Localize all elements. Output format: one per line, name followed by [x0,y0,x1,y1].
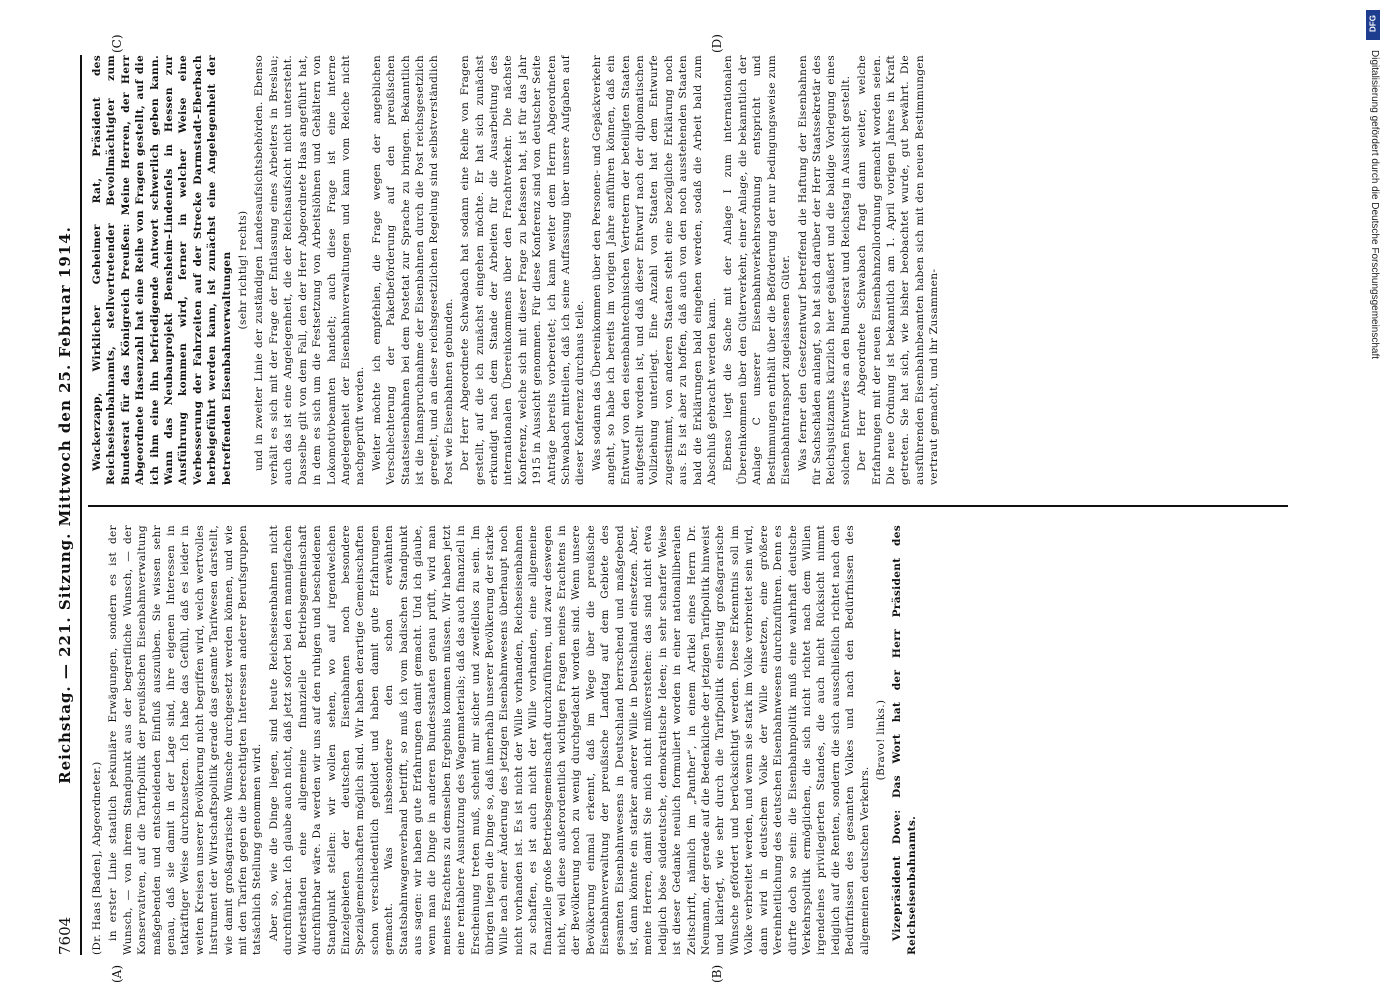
paragraph: Aber so, wie die Dinge liegen, sind heute Reichseisenbahnen nicht durchführbar. Ich glaube auch nicht, daß jetzt sofort bei den mannigfachen Widerständen eine allgemeine finanzielle Betriebsgemeinschaft durchführbar wäre. Da werden wir uns auf den ruhigen und bescheidenen Standpunkt stellen: wir wollen sehen, wo auf irgendwelchen Einzelgebieten der deutschen Eisenbahnen noch besondere Spezialgemeinschaften möglich sind. Wir haben derartige Gemeinschaften schon verschiedentlich gebildet und haben damit gute Erfahrungen gemacht. Was insbesondere den schon erwähnten Staatsbahnwagenverband betrifft, so muß ich vom badischen Standpunkt aus sagen: wir haben gute Erfahrungen damit gemacht. Und ich glaube, wenn man die Dinge in anderen Bundesstaaten genau prüft, wird man meines Erachtens zu demselben Ergebnis kommen müssen. Wir haben jetzt eine rentablere Ausnutzung des Wagenmaterials; daß das auch finanziell in Erscheinung treten muß, scheint mir sicher und zweifellos zu sein. Im übrigen liegen die Dinge so, daß innerhalb unserer Bevölkerung der starke Wille nach einer Änderung des jetzigen Eisenbahnwesens überhaupt noch nicht vorhanden ist. Es ist nicht der Wille vorhanden, Reichseisenbahnen zu schaffen, es ist auch nicht der Wille vorhanden, eine allgemeine finanzielle große Betriebsgemeinschaft durchzuführen, und zwar deswegen nicht, weil diese außerordentlich wichtigen Fragen meines Erachtens in der Bevölkerung noch zu wenig durchgedacht worden sind. Wenn unsere Bevölkerung einmal erkennt, daß im Wege über die preußische Eisenbahnverwaltung der preußische Landtag auf dem Gebiete des gesamten Eisenbahnwesens in Deutschland herrschend und maßgebend ist, dann könnte ein starker anderer Wille in Deutschland einsetzen. Aber, meine Herren, damit Sie mich nicht mißverstehen: das sind nicht etwa lediglich böse süddeutsche, demokratische Ideen; in sehr scharfer Weise ist dieser Gedanke neulich formuliert worden in einer nationalliberalen Zeitschrift, nämlich im „Panther“, in einem Artikel eines Herrn Dr. Neumann, der gerade auf die Bedenkliche der jetzigen Tarifpolitik hinweist und klarlegt, wie sehr durch die Tarifpolitik einseitig großagrarische Wünsche gefördert und berücksichtigt werden. Diese Erkenntnis soll im Volke verbreitet werden, und wenn sie stark im Volke verbreitet sein wird, dann wird in deutschem Volke der Wille einsetzen, eine größere Vereinheitlichung des deutschen Eisenbahnwesens durchzuführen. Denn es dürfte doch so sein: die Eisenbahnpolitik muß eine wahrhaft deutsche Verkehrspolitik ermöglichen, die sich nicht richtet nach dem Willen irgendeines privilegierten Standes, die auch nicht Rücksicht nimmt lediglich auf die Renten, sondern die sich ausschließlich richtet nach den Bedürfnissen des gesamten Volkes und nach den Bedürfnissen des allgemeinen deutschen Verkehrs. [267,525,871,955]
left-column [90,525,1290,955]
margin-marker-c: (C) [110,34,124,53]
right-column [90,55,1290,485]
header-rule [80,55,82,955]
interjection: (Bravo! links.) [874,699,887,781]
rotated-sheet [50,34,1300,983]
page-header [50,55,80,955]
speaker-note: (Dr. Haas [Baden], Abgeordneter.) [91,761,103,955]
paragraph: Was sodann das Übereinkommen über den Personen- und Gepäckverkehr angeht, so habe ich bereits im vorigen Jahre anführen können, daß ein Entwurf von den eisenbahntechnischen Vertretern der beteiligten Staaten aufgestellt worden ist, und daß dieser Entwurf nach der diplomatischen Vollziehung unterliegt. Eine Anzahl von Staaten hat dem Entwurfe zugestimmt, von anderen Staaten steht eine bezügliche Erklärung noch aus. Es ist aber zu hoffen, daß auch von den noch ausstehenden Staaten bald die Erklärungen bald eingehen werden, sodaß die Arbeit bald zum Abschluß gebracht werden kann. [590,55,719,485]
paragraph: Der Herr Abgeordnete Schwabach hat sodann eine Reihe von Fragen gestellt, auf die ich zunächst eingehen möchte. Er hat sich zunächst erkundigt nach dem Stande der Arbeiten für die Ausarbeitung des internationalen Übereinkommens über den Frachtverkehr. Die nächste Konferenz, welche sich mit dieser Frage zu befassen hat, ist für das Jahr 1915 in Aussicht genommen. Für diese Konferenz sind von deutscher Seite Anträge bereits vorbereitet; ich kann weiter dem Herrn Abgeordneten Schwabach mitteilen, daß ich seine Auffassung über unsere Aufgaben auf dieser Konferenz durchaus teile. [459,55,587,485]
paragraph: Weiter möchte ich empfehlen, die Frage wegen der angeblichen Verschlechterung der Paketbeförderung auf den preußischen Staatseisenbahnen bei dem Postetat zur Sprache zu bringen. Bekanntlich ist die Inanspruchnahme der Eisenbahnen durch die Post reichsgesetzlich geregelt, und an diese reichsgesetzlichen Regelung sind selbstverständlich Post wie Eisenbahnen gebunden. [370,55,455,485]
paragraph: in erster Linie staatlich pekuniäre Erwägungen, sondern es ist der Wunsch, — von ihrem Standpunkt aus der begreifliche Wunsch, — der Konservativen, auf die Tarifpolitik der preußischen Eisenbahnverwaltung maßgebenden und entscheidenden Einfluß auszuüben. Sie wissen sehr genau, daß sie damit in der Lage sind, ihre eigenen Interessen in tatkräftiger Weise durchzusetzen. Ich habe das Gefühl, daß es leider in weiten Kreisen unserer Bevölkerung nicht begriffen wird, welch wertvolles Instrument der Wirtschaftspolitik gerade das gesamte Tarifwesen darstellt, wie damit großagrarische Wünsche durchgesetzt werden können, und wie mit den Tarifen gegen die berechtigten Interessen anderer Berufsgruppen tatsächlich Stellung genommen wird. [107,525,264,955]
margin-marker-d: (D) [710,34,724,53]
dfg-stamp [1366,10,1380,990]
paragraph: und in zweiter Linie der zuständigen Landesaufsichtsbehörden. Ebenso verhält es sich mit der Frage der Entlassung eines Arbeiters in Breslau; auch das ist eine Angelegenheit, die der Reichsaufsicht nicht untersteht. Dasselbe gilt von dem Fall, den der Herr Abgeordnete Haas angeführt hat, in dem es sich um die Festsetzung von Arbeitslöhnen und Gehältern von Lokomotivbeamten handelt; auch diese Frage ist eine interne Angelegenheit der Eisenbahnverwaltungen und kann vom Reiche nicht nachgeprüft werden. [253,55,367,485]
page-title: Reichstag. — 221. Sitzung. Mittwoch den 25. Februar 1914. [56,226,74,784]
margin-marker-a: (A) [110,964,124,983]
paragraph: Vizepräsident Dove: Das Wort hat der Herr Präsident des Reichseisenbahnamts. [891,525,918,955]
margin-marker-b: (B) [710,964,724,983]
dfg-logo: DFG [1366,10,1380,40]
page-number: 7604 [56,916,74,955]
paragraph: Was ferner den Gesetzentwurf betreffend die Haftung der Eisenbahnen für Sachschäden anlangt, so hat sich darüber der Herr Staatssekretär des Reichsjustizamts kürzlich hier geäußert und die baldige Vorlegung eines solchen Entwurfes an den Bundesrat und Reichstag in Aussicht gestellt. [796,55,852,485]
interjection: (sehr richtig! rechts) [237,210,250,330]
paragraph: Wackerzapp, Wirklicher Geheimer Rat, Präsident des Reichseisenbahnamts, stellvertretender Bevollmächtigter zum Bundesrat für das Königreich Preußen: Meine Herren, der Herr Abgeordnete Hasenzahl hat eine Reihe von Fragen gestellt, auf die ich ihm eine ihn befriedigende Antwort schwerlich geben kann. Wann das Neubauprojekt Bensheim–Lindenfels in Hessen zur Ausführung kommen wird, ferner in welcher Weise eine Verbesserung der Fahrzeiten auf der Strecke Darmstadt–Eberbach herbeigeführt werden kann, ist zunächst eine Angelegenheit der betreffenden Eisenbahnverwaltungen [91,55,233,485]
column-divider [88,505,1288,507]
digitization-note: Digitalisierung gefördert durch die Deutsche Forschungsgemeinschaft [1369,50,1380,360]
paragraph: Ebenso liegt die Sache mit der Anlage I zum internationalen Übereinkommen über den Güterverkehr, einer Anlage, die bekanntlich der Anlage C unserer Eisenbahnverkehrsordnung entspricht und Bestimmungen enthält über die Beförderung der nur bedingungsweise zum Eisenbahntransport zugelassenen Güter. [722,55,793,485]
paragraph: Der Herr Abgeordnete Schwabach fragt dann weiter, welche Erfahrungen mit der neuen Eisenbahnzollordnung gemacht worden seien. Die neue Ordnung ist bekanntlich am 1. April vorigen Jahres in Kraft getreten. Sie hat sich, wie bisher beobachtet wurde, gut bewährt. Die ausführenden Eisenbahnbeamten haben sich mit den neuen Bestimmungen vertraut gemacht, und ihr Zusammen- [856,55,941,485]
